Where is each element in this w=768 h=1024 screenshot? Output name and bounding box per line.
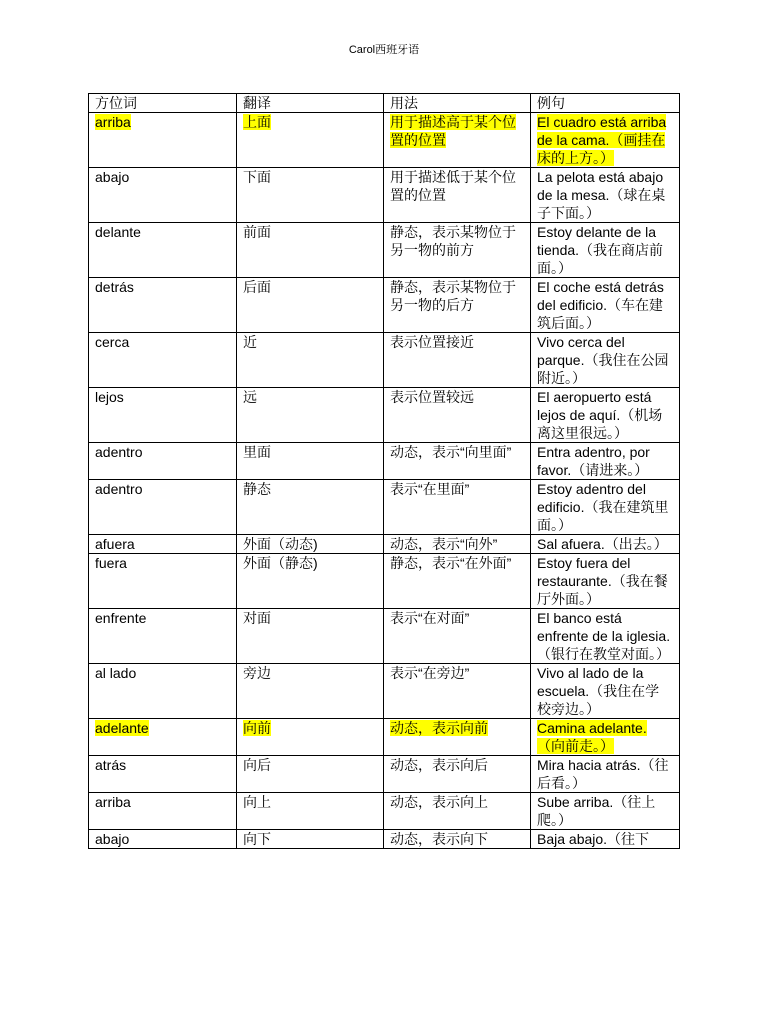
table-row [89,830,680,849]
cell-example [531,333,680,388]
cell-example [531,554,680,609]
table-row [89,388,680,443]
cell-usage [384,168,531,223]
cell-usage-text: 静态，表示“在外面” [390,555,512,571]
cell-translation-text: 近 [243,334,257,350]
cell-usage-text: 动态，表示向后 [390,757,488,773]
table-row [89,113,680,168]
cell-word-text: enfrente [95,610,147,626]
cell-word-text: lejos [95,389,124,405]
cell-example [531,535,680,554]
cell-usage [384,830,531,849]
cell-translation [237,333,384,388]
cell-example [531,278,680,333]
cell-example [531,443,680,480]
cell-word [89,535,237,554]
column-header-example: 例句 [531,94,680,113]
cell-example-text: El aeropuerto está lejos de aquí.（机场离这里很远。） [537,389,663,441]
cell-usage-text: 用于描述高于某个位置的位置 [390,114,516,148]
cell-example [531,388,680,443]
cell-example [531,480,680,535]
table-row [89,609,680,664]
cell-example-text: Mira hacia atrás.（往后看。） [537,757,669,791]
cell-usage [384,480,531,535]
cell-usage [384,664,531,719]
column-header-usage: 用法 [384,94,531,113]
table-row [89,756,680,793]
cell-translation-text: 前面 [243,224,271,240]
cell-example [531,830,680,849]
cell-word [89,793,237,830]
cell-translation-text: 外面（静态) [243,555,318,571]
cell-translation [237,609,384,664]
cell-example [531,664,680,719]
cell-word-text: afuera [95,536,135,552]
cell-usage [384,554,531,609]
cell-word-text: abajo [95,169,130,185]
cell-usage-text: 动态，表示向前 [390,720,488,736]
cell-translation [237,443,384,480]
cell-usage [384,333,531,388]
cell-word-text: fuera [95,555,127,571]
cell-example-text: Entra adentro, por favor.（请进来。） [537,444,650,478]
table-row [89,480,680,535]
table-row [89,554,680,609]
cell-translation [237,278,384,333]
cell-translation [237,535,384,554]
cell-translation [237,830,384,849]
cell-translation [237,223,384,278]
cell-word [89,388,237,443]
cell-usage-text: 动态，表示向下 [390,831,488,847]
cell-example-text: La pelota está abajo de la mesa.（球在桌子下面。） [537,169,666,221]
cell-usage-text: 动态，表示向上 [390,794,488,810]
cell-example-text: Camina adelante.（向前走。） [537,720,647,754]
cell-example-text: El cuadro está arriba de la cama.（画挂在床的上方。） [537,114,667,166]
cell-example-text: El banco está enfrente de la iglesia.（银行在教堂对面。） [537,610,671,662]
cell-usage [384,278,531,333]
cell-word-text: abajo [95,831,130,847]
table-row [89,535,680,554]
cell-example [531,793,680,830]
cell-example-text: Sal afuera.（出去。） [537,536,668,552]
cell-usage-text: 表示位置较远 [390,389,474,405]
cell-usage-text: 表示“在旁边” [390,665,470,681]
table-row [89,664,680,719]
cell-usage-text: 用于描述低于某个位置的位置 [390,169,516,203]
table-row [89,719,680,756]
cell-word-text: cerca [95,334,130,350]
cell-usage-text: 表示位置接近 [390,334,474,350]
column-header-word: 方位词 [89,94,237,113]
cell-example [531,168,680,223]
cell-usage [384,113,531,168]
cell-usage [384,609,531,664]
cell-usage-text: 表示“在对面” [390,610,470,626]
cell-example-text: Estoy adentro del edificio.（我在建筑里面。） [537,481,669,533]
cell-usage [384,719,531,756]
cell-example [531,719,680,756]
cell-example [531,113,680,168]
cell-word [89,609,237,664]
cell-word-text: adelante [95,720,149,736]
cell-translation [237,793,384,830]
table-row [89,443,680,480]
cell-word [89,554,237,609]
cell-word [89,664,237,719]
cell-translation-text: 远 [243,389,257,405]
cell-translation [237,554,384,609]
cell-example [531,609,680,664]
cell-example-text: Estoy fuera del restaurante.（我在餐厅外面。） [537,555,668,607]
table-row [89,793,680,830]
cell-word [89,333,237,388]
table-row [89,278,680,333]
cell-translation [237,480,384,535]
cell-usage [384,756,531,793]
cell-translation [237,168,384,223]
column-header-translation: 翻译 [237,94,384,113]
cell-word-text: arriba [95,114,131,130]
cell-word-text: arriba [95,794,131,810]
table-header-row [89,94,680,113]
cell-word [89,223,237,278]
cell-word [89,756,237,793]
cell-example-text: Estoy delante de la tienda.（我在商店前面。） [537,224,664,276]
cell-word-text: al lado [95,665,137,681]
cell-usage-text: 静态，表示某物位于另一物的前方 [390,224,516,258]
cell-translation [237,388,384,443]
cell-usage-text: 静态，表示某物位于另一物的后方 [390,279,516,313]
table-row [89,333,680,388]
table-row [89,223,680,278]
cell-word-text: detrás [95,279,134,295]
cell-translation-text: 旁边 [243,665,271,681]
cell-word [89,443,237,480]
cell-translation-text: 对面 [243,610,271,626]
cell-word-text: delante [95,224,141,240]
cell-example-text: Vivo al lado de la escuela.（我住在学校旁边。） [537,665,660,717]
cell-word [89,113,237,168]
cell-example-text: Vivo cerca del parque.（我住在公园附近。） [537,334,669,386]
cell-usage [384,223,531,278]
cell-word-text: atrás [95,757,127,773]
cell-word-text: adentro [95,481,143,497]
cell-translation-text: 静态 [243,481,271,497]
cell-usage [384,535,531,554]
cell-usage-text: 表示“在里面” [390,481,470,497]
cell-translation [237,664,384,719]
cell-translation-text: 向后 [243,757,271,773]
document-header: Carol西班牙语 [348,44,420,56]
cell-translation-text: 向上 [243,794,271,810]
cell-translation-text: 外面（动态) [243,536,318,552]
cell-example-text: El coche está detrás del edificio.（车在建筑后面。） [537,279,664,331]
cell-example [531,223,680,278]
cell-translation-text: 里面 [243,444,271,460]
cell-word [89,168,237,223]
cell-word-text: adentro [95,444,143,460]
cell-translation-text: 上面 [243,114,271,130]
cell-usage-text: 动态，表示“向外” [390,536,498,552]
cell-translation-text: 下面 [243,169,271,185]
vocabulary-table [88,93,680,849]
cell-translation-text: 向下 [243,831,271,847]
cell-example-text: Sube arriba.（往上爬。） [537,794,656,828]
cell-translation-text: 后面 [243,279,271,295]
cell-word [89,830,237,849]
cell-example-text: Baja abajo.（往下 [537,831,650,847]
cell-translation [237,113,384,168]
cell-translation [237,756,384,793]
table-row [89,168,680,223]
cell-translation-text: 向前 [243,720,271,736]
cell-usage-text: 动态，表示“向里面” [390,444,512,460]
cell-word [89,480,237,535]
cell-example [531,756,680,793]
cell-word [89,719,237,756]
cell-translation [237,719,384,756]
cell-usage [384,793,531,830]
cell-word [89,278,237,333]
cell-usage [384,388,531,443]
table-body [89,113,680,849]
cell-usage [384,443,531,480]
